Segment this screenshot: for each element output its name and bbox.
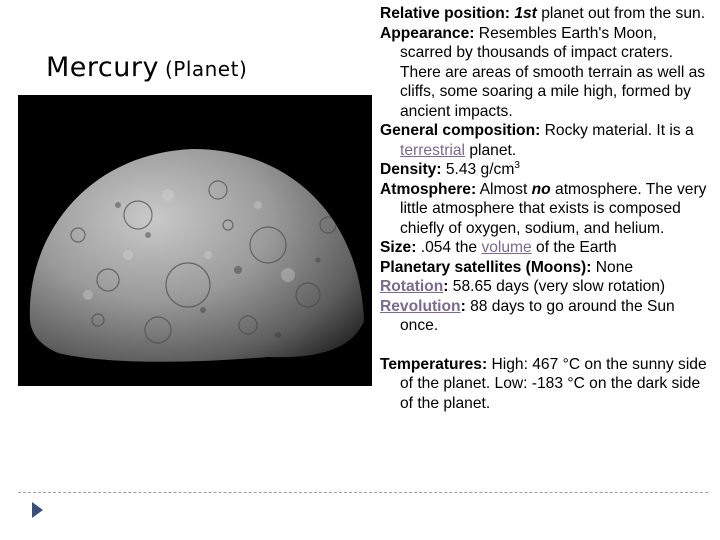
fact-relative-position: Relative position: 1st planet out from the sun. bbox=[380, 5, 706, 22]
fact-atmosphere: Atmosphere: Almost no atmosphere. The very little atmosphere that exists is composed chiefly of oxygen, sodium, and helium. bbox=[380, 180, 707, 237]
revolution-link[interactable]: Revolution bbox=[380, 297, 461, 315]
page-title bbox=[46, 52, 247, 83]
facts-panel bbox=[380, 4, 710, 413]
fact-appearance: Appearance: Resembles Earth's Moon, scarred by thousands of impact craters. There are areas of smooth terrain as well as cliffs, some soaring a mile high, formed by ancient impacts. bbox=[380, 24, 706, 120]
title-main: Mercury bbox=[46, 52, 159, 83]
triangle-bullet-icon bbox=[32, 502, 43, 518]
spacer bbox=[380, 336, 710, 355]
fact-composition: General composition: Rocky material. It is a terrestrial planet. bbox=[380, 122, 694, 159]
mercury-photo bbox=[18, 95, 372, 386]
fact-size: Size: .054 the volume of the Earth bbox=[380, 239, 617, 256]
fact-temperatures: Temperatures: High: 467 °C on the sunny side of the planet. Low: -183 °C on the dark side of the planet. bbox=[380, 355, 707, 412]
volume-link[interactable]: volume bbox=[481, 239, 532, 256]
terrestrial-link[interactable]: terrestrial bbox=[400, 141, 465, 159]
fact-density: Density: 5.43 $g/cm^3$ bbox=[380, 160, 520, 178]
rotation-link[interactable]: Rotation bbox=[380, 278, 444, 295]
title-sub: (Planet) bbox=[164, 57, 248, 81]
fact-revolution: Revolution: 88 days to go around the Sun once. bbox=[380, 297, 675, 334]
section-divider bbox=[18, 492, 708, 493]
fact-satellites: Planetary satellites (Moons): None bbox=[380, 258, 634, 276]
fact-rotation: Rotation: 58.65 days (very slow rotation) bbox=[380, 278, 666, 295]
